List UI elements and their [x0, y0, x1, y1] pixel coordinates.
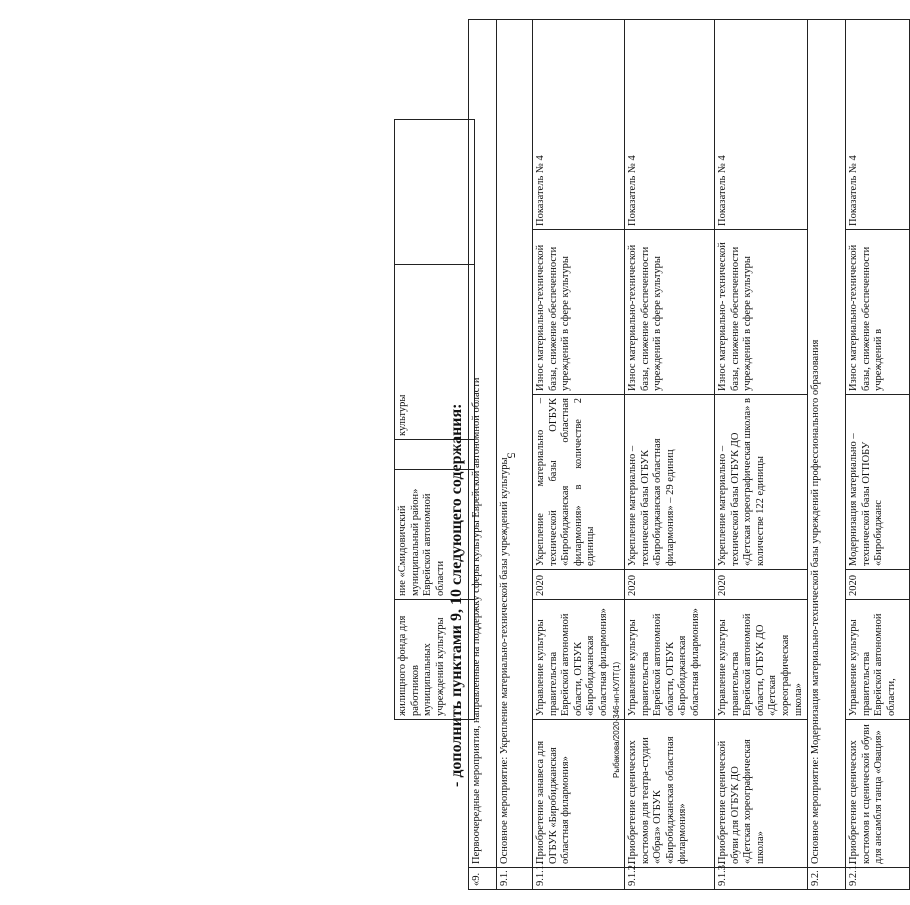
table-cell: жилищного фонда для работников муниципальных учреждений культуры: [395, 600, 475, 720]
table-cell: Износ материально-технической базы, снижение обеспеченности учреждений в сфере культуры: [625, 230, 715, 395]
subsection-title: Основное мероприятие: Укрепление материально-технической базы учреждений культуры: [497, 19, 533, 867]
table-row: [846, 19, 910, 889]
table-cell: Приобретение занавеса для ОГБУК «Биробиджанская областная филармония»: [533, 720, 625, 868]
document-reference: Рыбакова/2020-346-нп-КУЛТ(1): [612, 661, 621, 778]
table-cell: Показатель № 4: [715, 19, 808, 229]
table-cell: 2020: [533, 570, 625, 600]
section-heading: - дополнить пунктами 9, 10 следующего содержания:: [448, 403, 465, 787]
row-number: 9.1.1.: [533, 868, 625, 890]
table-row: [497, 19, 533, 889]
page-number: 5: [504, 452, 519, 459]
program-table: [468, 19, 910, 890]
table-cell: ние «Смидовичский муниципальный район» Еврейской автономной области: [395, 470, 475, 600]
table-cell: 2020: [846, 570, 910, 600]
table-cell: Укрепление материально – технической базы ОГБУК «Биробиджанская областная филармония» в количестве 2 единицы: [533, 395, 625, 570]
table-cell: Управление культуры правительства Еврейской автономной области,: [846, 600, 910, 720]
row-number: 9.1.2.: [625, 868, 715, 890]
table-cell: Управление культуры правительства Еврейской автономной области, ОГБУК ДО «Детская хореографическая школа»: [715, 600, 808, 720]
table-row: [715, 19, 808, 889]
section-title: Первоочередные мероприятия, направленные на поддержку сферы культуры Еврейской автономной области: [469, 19, 497, 867]
table-cell: Модернизация материально – технической базы ОГПОБУ «Биробиджанс: [846, 395, 910, 570]
row-number: 9.2.: [808, 868, 846, 890]
row-number: 9.2.1.: [846, 868, 910, 890]
table-cell: Приобретение сценической обуви для ОГБУК ДО «Детская хореографическая школа»: [715, 720, 808, 868]
table-cell: Показатель № 4: [625, 19, 715, 229]
table-cell: Показатель № 4: [533, 19, 625, 229]
row-number: «9.: [469, 868, 497, 890]
table-cell: Износ материально-технической базы, снижение обеспеченности учреждений в сфере культуры: [533, 230, 625, 395]
table-cell: Износ материально- технической базы, снижение обеспеченности учреждений в сфере культуры: [715, 230, 808, 395]
row-number: 9.1.: [497, 868, 533, 890]
table-cell: Приобретение сценических костюмов и сценической обуви для ансамбля танца «Овация»: [846, 720, 910, 868]
subsection-title: Основное мероприятие: Модернизация материально-технической базы учреждений профессионального образования: [808, 19, 846, 867]
table-cell: культуры: [395, 265, 475, 440]
table-cell: [395, 120, 475, 265]
table-cell: Управление культуры правительства Еврейской автономной области, ОГБУК «Биробиджанская областная филармония»: [625, 600, 715, 720]
row-number: 9.1.3.: [715, 868, 808, 890]
table-row: [808, 19, 846, 889]
rotated-page-content: [10, 15, 897, 895]
table-cell: Укрепление материально – технической базы ОГБУК ДО «Детская хореографическая школа» в количестве 122 единицы: [715, 395, 808, 570]
table-cell: Приобретение сценических костюмов для театра-студии «Образ» ОГБУК «Биробиджанская областная филармония»: [625, 720, 715, 868]
table-cell: Показатель № 4: [846, 19, 910, 229]
table-cell: 2020: [625, 570, 715, 600]
table-row: [469, 19, 497, 889]
table-cell: Управление культуры правительства Еврейской автономной области, ОГБУК «Биробиджанская областная филармония»: [533, 600, 625, 720]
table-row: [625, 19, 715, 889]
table-row: [533, 19, 625, 889]
table-cell: Укрепление материально – технической базы ОГБУК «Биробиджанская областная филармония» – 29 единиц: [625, 395, 715, 570]
table-cell: 2020: [715, 570, 808, 600]
table-cell: Износ материально-технической базы, снижение обеспеченности учреждений в: [846, 230, 910, 395]
